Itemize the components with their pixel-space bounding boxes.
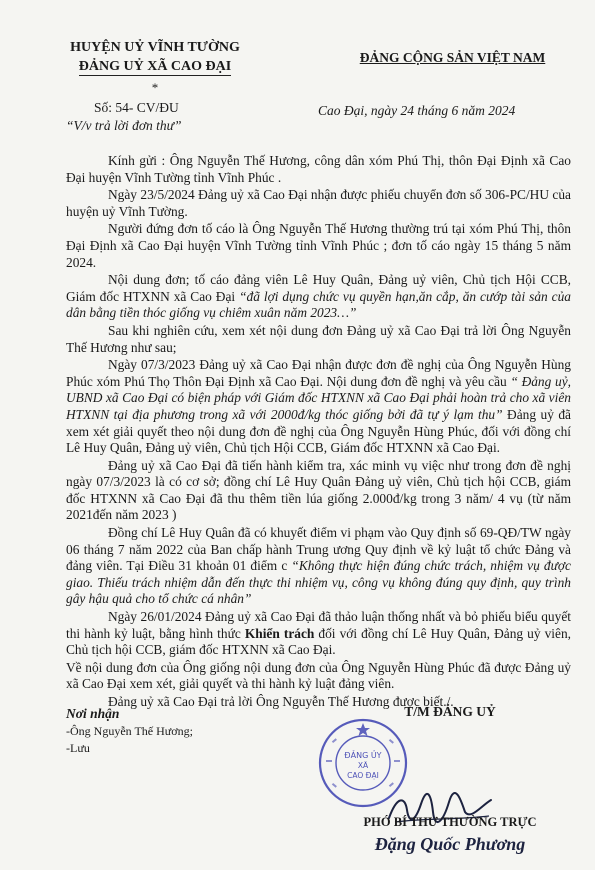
- quoted-accusation: “đã lợi dụng chức vụ quyền hạn,ăn cắp, ăn cướp tài sản của dân bằng tiền thóc giống vụ chiêm xuân năm 2023…”: [66, 288, 571, 321]
- salutation-paragraph: Kính gửi : Ông Nguyễn Thế Hương, công dân xóm Phú Thị, thôn Đại Định xã Cao Đại huyện Vĩnh Tường tỉnh Vĩnh Phúc .: [66, 153, 571, 185]
- body-paragraph: Về nội dung đơn của Ông giống nội dung đơn của Ông Nguyễn Hùng Phúc đã được Đảng uỷ xã Cao Đại xem xét, giải quyết và thi hành kỷ luật đảng viên.: [66, 659, 571, 692]
- recipient-item: -Ông Nguyễn Thế Hương;: [66, 724, 193, 738]
- document-body: [66, 153, 571, 712]
- quoted-request: “ Đảng uỷ, UBND xã Cao Đại có biện pháp với Giám đốc HTXNN xã Cao Đại phải hoàn trả cho xã viên HTXNN tại địa phương trong xã với 2000đ/kg thóc giống bởi đã tự ý lạm thu”: [66, 373, 571, 422]
- body-text: đối với đồng chí Lê Huy Quân, Đảng uỷ viên, Chủ tịch hội CCB, giám đốc HTXNN xã Cao Đại.: [66, 625, 572, 658]
- place-date: Cao Đại, ngày 24 tháng 6 năm 2024: [318, 103, 516, 118]
- org-line-commune: [55, 59, 255, 75]
- star-mark: *: [151, 80, 159, 95]
- body-paragraph: [66, 609, 571, 659]
- penalty-term: Khiển trách: [244, 625, 315, 641]
- body-text: Nội dung đơn; tố cáo đảng viên Lê Huy Quân, Đảng uỷ viên, Chủ tịch Hội CCB, Giám đốc HTXNN xã Cao Đại: [66, 272, 571, 304]
- signer-role: PHÓ BÍ THƯ THƯỜNG TRỰC: [363, 815, 537, 829]
- document-number: Số: 54- CV/ĐU: [94, 100, 179, 115]
- party-name: ĐẢNG CỘNG SẢN VIỆT NAM: [359, 50, 546, 65]
- svg-text:XÃ: XÃ: [357, 761, 369, 770]
- org-line-district: HUYỆN UỶ VĨNH TƯỜNG: [70, 40, 240, 55]
- body-paragraph: Đảng uỷ xã Cao Đại đã tiến hành kiểm tra, xác minh vụ việc như trong đơn đề nghị ngày 07/3/2023 là có cơ sở; đồng chí Lê Huy Quân Đảng uỷ viên, Chủ tịch hội CCB, giám đốc HTXNN xã Cao Đại đã thu thêm tiền lúa giống 2.000đ/kg trong 3 năm/ 4 vụ (từ năm 2021đến năm 2023 ): [66, 457, 571, 523]
- body-text: Đảng uỷ đã xem xét giải quyết theo nội dung đơn đề nghị của Ông Nguyễn Hùng Phúc, đối với đồng chí Lê Huy Quân, Đảng uỷ viên, Chủ tịch Hội CCB, Giám đốc HTXNN xã Cao Đại.: [66, 406, 571, 456]
- signature-title: T/M ĐẢNG UỶ: [404, 704, 496, 719]
- body-text: Đồng chí Lê Huy Quân đã có khuyết điểm vi phạm vào Quy định số 69-QĐ/TW ngày 06 tháng 7 năm 2022 của Ban chấp hành Trung ương Quy định về kỷ luật tổ chức Đảng và đảng viên. Tại Điều 31 khoản 01 điểm c: [66, 525, 571, 574]
- body-text: Ngày 07/3/2023 Đảng uỷ xã Cao Đại nhận được đơn đề nghị của Ông Nguyễn Hùng Phúc xóm Phú Thọ Thôn Đại Định xã Cao Đại. Nội dung đơn đề nghị và yêu cầu: [66, 357, 571, 389]
- body-paragraph: [66, 357, 571, 457]
- recipient-item: -Lưu: [66, 741, 90, 755]
- recipients-title: Nơi nhận: [66, 706, 120, 721]
- document-subject: “V/v trả lời đơn thư”: [66, 118, 182, 133]
- body-paragraph: Người đứng đơn tố cáo là Ông Nguyễn Thế Hương thường trú tại xóm Phú Thị, thôn Đại Định xã Cao Đại huyện Vĩnh Tường tỉnh Vĩnh Phúc ; đơn tố cáo ngày 15 tháng 5 năm 2024.: [66, 221, 571, 270]
- quoted-regulation: “Không thực hiện đúng chức trách, nhiệm vụ được giao. Thiếu trách nhiệm dẫn đến thực thi nhiệm vụ, công vụ không đúng quy định, quy trình gây hậu quả cho tổ chức cá nhân”: [66, 558, 572, 607]
- body-text: Ngày 26/01/2024 Đảng uỷ xã Cao Đại đã thảo luận thống nhất và bỏ phiếu biểu quyết thi hành kỷ luật, bằng hình thức: [66, 609, 571, 641]
- signer-name: Đặng Quốc Phương: [374, 834, 526, 854]
- svg-text:CAO ĐẠI: CAO ĐẠI: [347, 771, 379, 780]
- body-paragraph: Sau khi nghiên cứu, xem xét nội dung đơn Đảng uỷ xã Cao Đại trả lời Ông Nguyễn Thế Hương như sau;: [66, 322, 571, 355]
- body-paragraph: Ngày 23/5/2024 Đảng uỷ xã Cao Đại nhận được phiếu chuyển đơn số 306-PC/HU của huyện uỷ Vĩnh Tường.: [66, 187, 571, 219]
- closing-paragraph: Đảng uỷ xã Cao Đại trả lời Ông Nguyễn Thế Hương được biết./.: [108, 694, 454, 709]
- org-commune-text: ĐẢNG UỶ XÃ CAO ĐẠI: [78, 59, 232, 74]
- svg-text:ĐẢNG ỦY: ĐẢNG ỦY: [344, 751, 382, 760]
- body-paragraph: [66, 272, 571, 322]
- body-paragraph: [66, 525, 571, 608]
